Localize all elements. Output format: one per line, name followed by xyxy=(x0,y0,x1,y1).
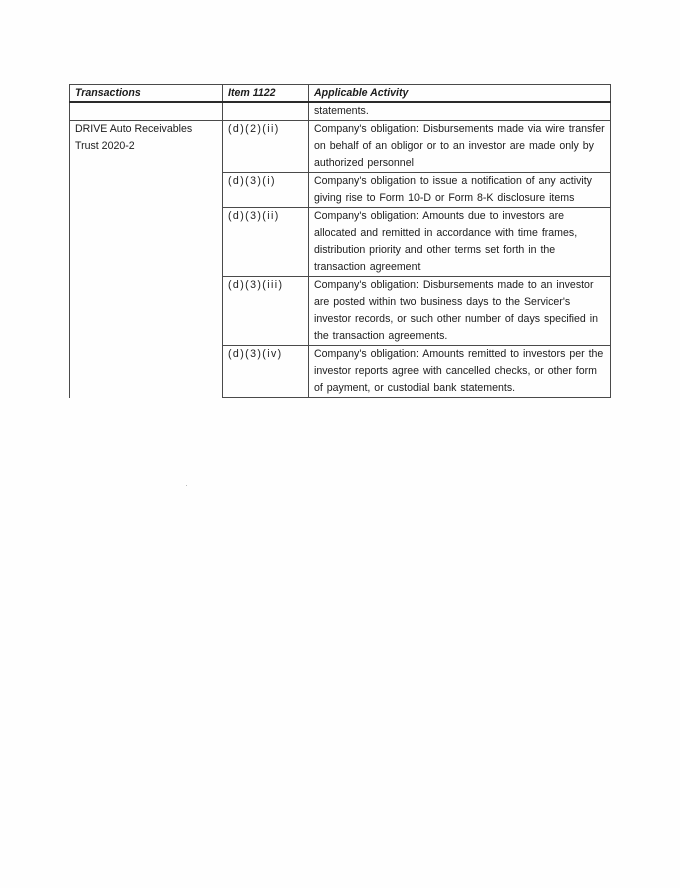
continuation-activity-cell: statements. xyxy=(309,102,611,121)
activity-cell: Company's obligation: Amounts remitted to investors per the investor reports agree with cancelled checks, or other form of payment, or custodial bank statements. xyxy=(309,346,611,398)
activity-cell: Company's obligation to issue a notification of any activity giving rise to Form 10-D or Form 8-K disclosure items xyxy=(309,173,611,208)
scan-speck xyxy=(186,485,187,486)
table-row xyxy=(70,121,611,173)
item-cell: (d)(2)(ii) xyxy=(223,121,309,173)
header-activity: Applicable Activity xyxy=(309,85,611,103)
activity-cell: Company's obligation: Disbursements made to an investor are posted within two business days to the Servicer's investor records, or such other number of days specified in the transaction agreements. xyxy=(309,277,611,346)
item-cell: (d)(3)(i) xyxy=(223,173,309,208)
activity-cell: Company's obligation: Disbursements made via wire transfer on behalf of an obligor or to an investor are made only by authorized personnel xyxy=(309,121,611,173)
header-item: Item 1122 xyxy=(223,85,309,103)
header-transactions: Transactions xyxy=(70,85,223,103)
item-cell: (d)(3)(ii) xyxy=(223,208,309,277)
obligations-table xyxy=(69,84,611,398)
continuation-transactions-cell xyxy=(70,102,223,121)
table-header-row xyxy=(70,85,611,103)
transaction-name-cell: DRIVE Auto Receivables Trust 2020-2 xyxy=(70,121,223,398)
table-row-continuation xyxy=(70,102,611,121)
activity-cell: Company's obligation: Amounts due to investors are allocated and remitted in accordance with time frames, distribution priority and other terms set forth in the transaction agreement xyxy=(309,208,611,277)
item-cell: (d)(3)(iii) xyxy=(223,277,309,346)
item-cell: (d)(3)(iv) xyxy=(223,346,309,398)
continuation-item-cell xyxy=(223,102,309,121)
